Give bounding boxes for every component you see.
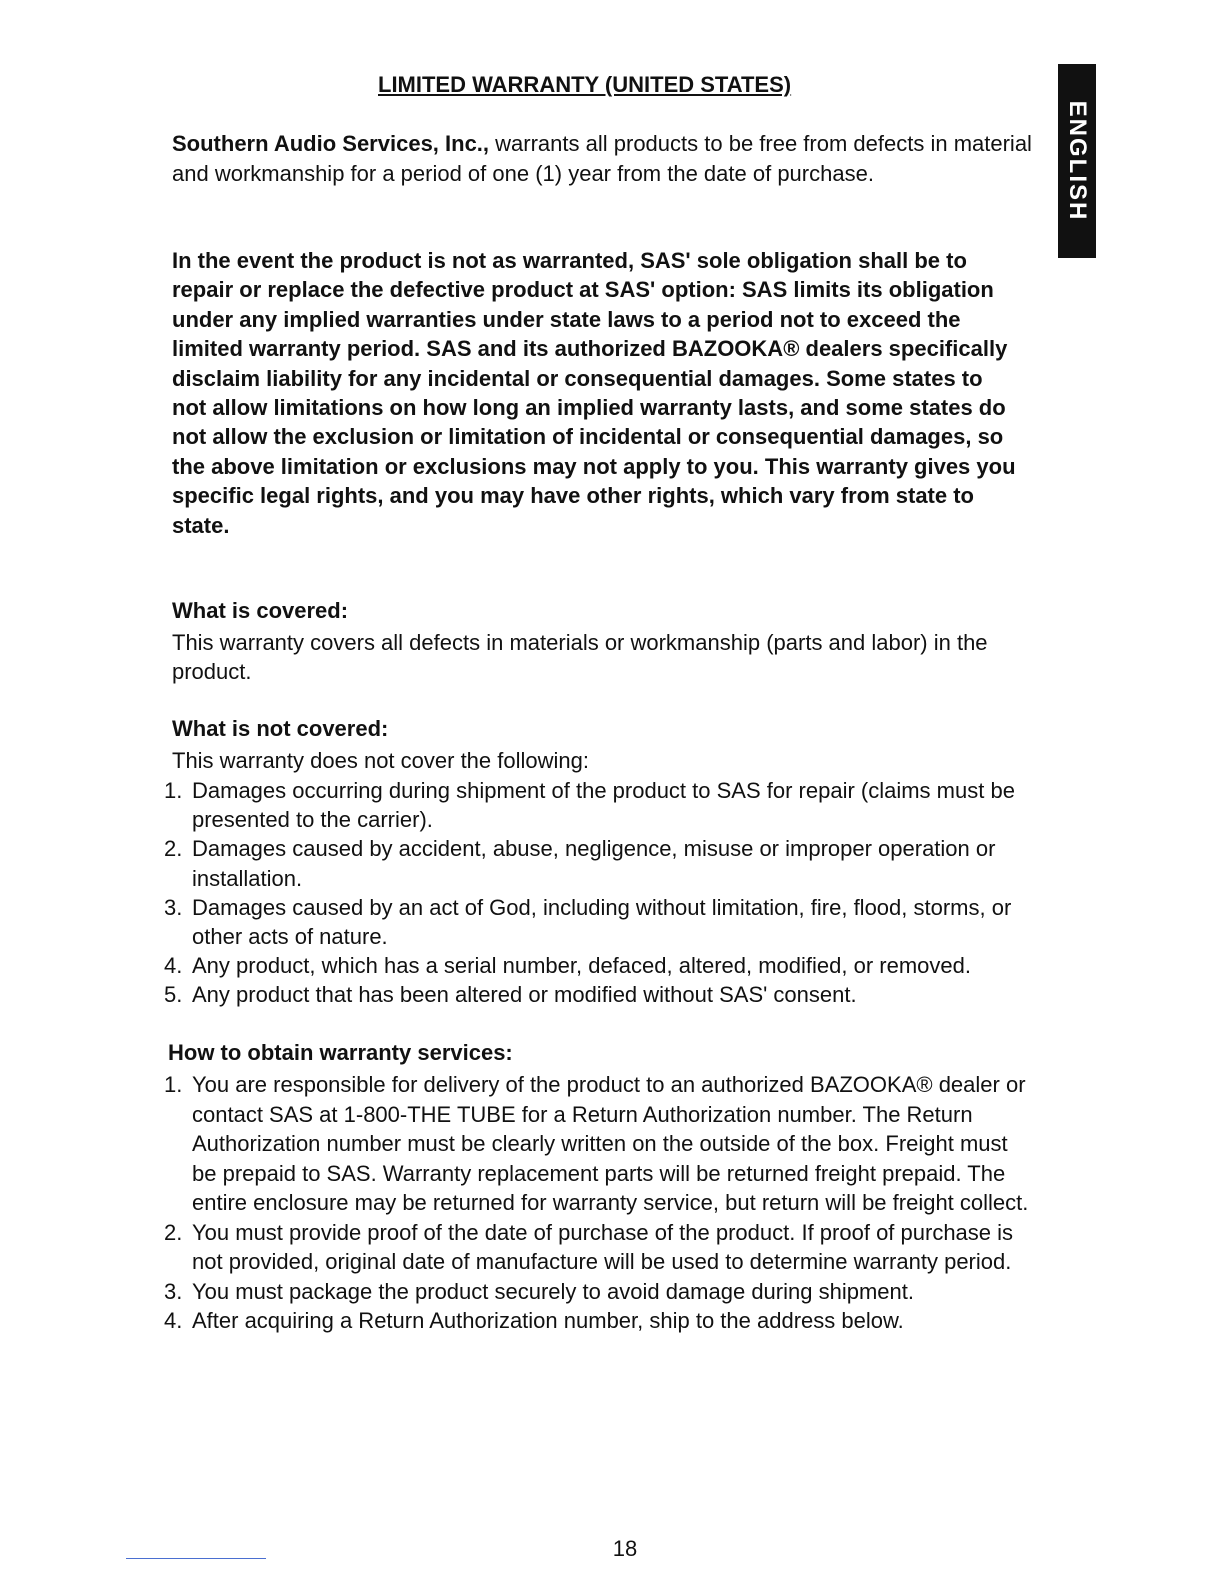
divider xyxy=(126,1558,266,1559)
covered-heading: What is covered: xyxy=(172,598,349,623)
list-item xyxy=(164,1277,1036,1307)
list-item xyxy=(164,893,1036,951)
obtain-list xyxy=(164,1070,1036,1336)
list-item-number: 4. xyxy=(164,953,183,979)
list-item-text: You must provide proof of the date of purchase of the product. If proof of purchase is not provided, original date of manufacture will be used to determine warranty period. xyxy=(192,1219,1014,1274)
company-name: Southern Audio Services, Inc., xyxy=(172,131,490,156)
list-item-number: 2. xyxy=(164,836,183,862)
obtain-heading: How to obtain warranty services: xyxy=(168,1040,513,1065)
list-item xyxy=(164,776,1036,834)
list-item-number: 2. xyxy=(164,1219,183,1245)
list-item-text: After acquiring a Return Authorization number, ship to the address below. xyxy=(192,1308,904,1333)
list-item-number: 4. xyxy=(164,1308,183,1333)
intro-paragraph xyxy=(172,129,1032,188)
list-item xyxy=(164,834,1036,892)
not-covered-heading: What is not covered: xyxy=(172,716,389,741)
not-covered-list xyxy=(164,776,1036,1010)
language-tab-label: ENGLISH xyxy=(1064,100,1091,222)
list-item xyxy=(164,1218,1036,1277)
list-item-text: Damages caused by an act of God, including without limitation, fire, flood, storms, or other acts of nature. xyxy=(192,894,1012,950)
list-item xyxy=(164,951,1036,980)
intro-text: warrants all products to be free from defects in material and workmanship for a period of one (1) year from the date of purchase. xyxy=(172,131,1032,186)
list-item-number: 1. xyxy=(164,1072,183,1097)
language-tab xyxy=(1058,64,1096,258)
list-item-number: 1. xyxy=(164,778,183,803)
page-title: LIMITED WARRANTY (UNITED STATES) xyxy=(378,72,792,97)
list-item xyxy=(164,1070,1036,1218)
list-item-text: You are responsible for delivery of the product to an authorized BAZOOKA® dealer or contact SAS at 1-800-THE TUBE for a Return Authorization number. The Return Authorization number must be clearly written on the outside of the box. Freight must be prepaid to SAS. Warranty replacement parts will be returned freight prepaid. The entire enclosure may be returned for warranty service, but return will be freight collect. xyxy=(192,1072,1029,1215)
list-item-text: Damages occurring during shipment of the product to SAS for repair (claims must be presented to the carrier). xyxy=(192,778,1015,833)
obligation-paragraph: In the event the product is not as warranted, SAS' sole obligation shall be to repair or replace the defective product at SAS' option: SAS limits its obligation under any implied warranties under state laws to a period not to exceed the limited warranty period. SAS and its authorized BAZOOKA® dealers specifically disclaim liability for any incidental or consequential damages. Some states to not allow limitations on how long an implied warranty lasts, and some states do not allow the exclusion or limitation of incidental or consequential damages, so the above limitation or exclusions may not apply to you. This warranty gives you specific legal rights, and you may have other rights, which vary from state to state. xyxy=(172,248,1016,538)
not-covered-intro: This warranty does not cover the following: xyxy=(172,748,589,773)
covered-text: This warranty covers all defects in materials or workmanship (parts and labor) in the product. xyxy=(172,630,988,684)
list-item-text: Any product that has been altered or modified without SAS' consent. xyxy=(192,982,857,1008)
list-item-text: You must package the product securely to avoid damage during shipment. xyxy=(192,1278,914,1304)
list-item-number: 5. xyxy=(164,982,183,1008)
list-item xyxy=(164,1306,1036,1336)
list-item-text: Damages caused by accident, abuse, negligence, misuse or improper operation or installation. xyxy=(192,836,996,891)
page-number: 18 xyxy=(612,1536,638,1561)
list-item-number: 3. xyxy=(164,1278,183,1304)
list-item-number: 3. xyxy=(164,894,183,920)
list-item-text: Any product, which has a serial number, defaced, altered, modified, or removed. xyxy=(192,953,971,979)
list-item xyxy=(164,980,1036,1009)
